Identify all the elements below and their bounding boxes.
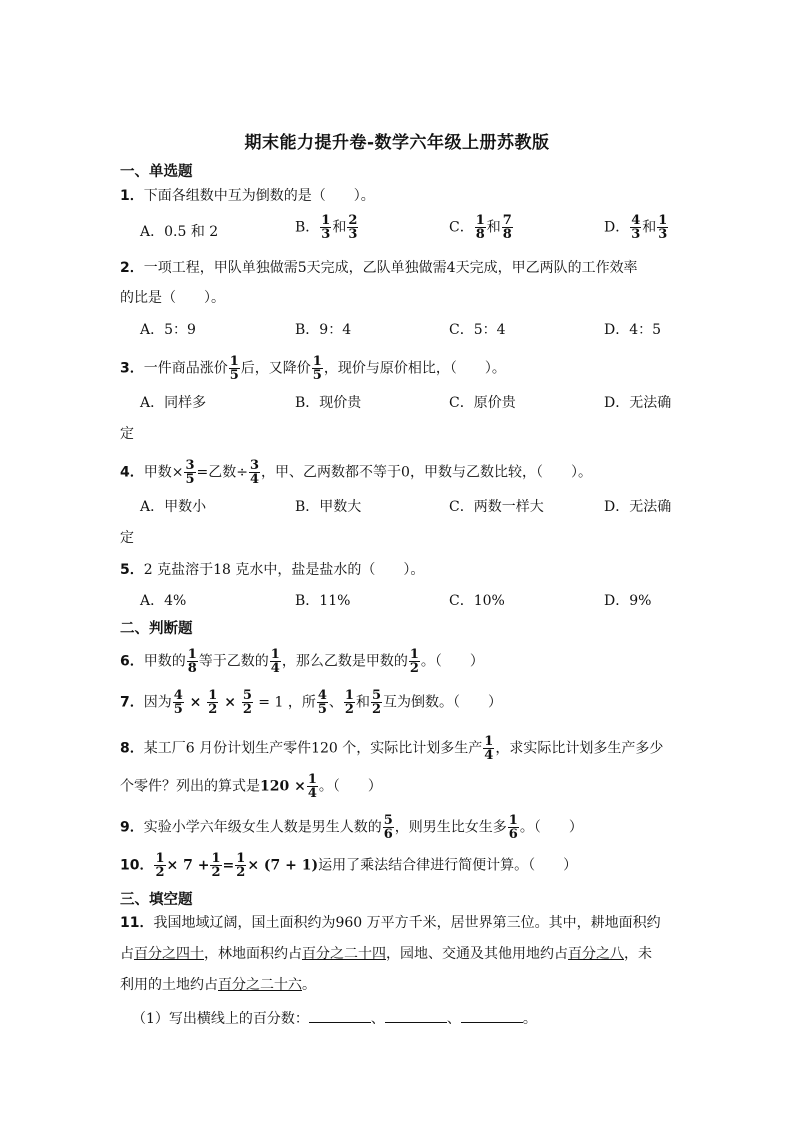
question-8 xyxy=(120,735,680,762)
answer-blank[interactable] xyxy=(309,1008,371,1023)
question-text: ，求实际比计划多生产多少 xyxy=(495,740,664,757)
section-heading-single-choice: 一、单选题 xyxy=(120,164,193,180)
fraction: $\frac{4}{5}$ xyxy=(317,688,327,717)
question-number: 4． xyxy=(120,464,144,481)
question-9 xyxy=(120,814,680,841)
fraction: $\frac{4}{5}$ xyxy=(173,688,183,717)
q1-option-a: A．0.5 和 2 xyxy=(140,224,219,240)
question-10 xyxy=(120,852,680,879)
question-text: 实验小学六年级女生人数是男生人数的 xyxy=(143,819,382,836)
fraction: $\frac{5}{2}$ xyxy=(371,688,381,717)
fraction: $\frac{1}{8}$ xyxy=(187,647,197,676)
section-heading-fill-in: 三、填空题 xyxy=(120,892,193,908)
question-number: 6． xyxy=(120,653,144,670)
underlined-term: 百分之四十 xyxy=(134,946,204,962)
q5-option-b: B．11% xyxy=(295,593,351,609)
fraction: $\frac{1}{4}$ xyxy=(484,734,494,763)
page-title: 期末能力提升卷-数学六年级上册苏教版 xyxy=(244,133,550,153)
fraction: $\frac{1}{2}$ xyxy=(409,647,419,676)
fraction: $\frac{3}{4}$ xyxy=(250,458,260,487)
question-text: 。（ ） xyxy=(420,653,484,670)
question-text: 利用的土地约占 xyxy=(120,977,218,993)
fraction: $\frac{1}{5}$ xyxy=(312,354,322,383)
q3-option-a: A．同样多 xyxy=(140,395,207,411)
expression: 120 × xyxy=(260,778,306,795)
q5-option-c: C．10% xyxy=(449,593,505,609)
question-text: 。（ ） xyxy=(519,819,583,836)
separator: 、 xyxy=(446,1011,461,1027)
answer-blank[interactable] xyxy=(385,1008,447,1023)
q2-option-d: D．4：5 xyxy=(604,322,662,338)
q4-option-d: D．无法确 xyxy=(604,499,672,515)
option-label: C． xyxy=(449,219,474,236)
separator: 、 xyxy=(370,1011,385,1027)
question-text: 运用了乘法结合律进行简便计算。（ ） xyxy=(318,857,578,874)
question-number: 9． xyxy=(120,819,144,836)
fraction: $\frac{2}{3}$ xyxy=(348,213,358,242)
q3-option-b: B．现价贵 xyxy=(295,395,362,411)
underlined-term: 百分之八 xyxy=(568,946,624,962)
question-text: ，现价与原价相比，（ ）。 xyxy=(323,360,506,377)
fraction: $\frac{1}{3}$ xyxy=(658,213,668,242)
question-2 xyxy=(120,258,680,278)
question-1 xyxy=(120,186,680,206)
q3-option-c: C．原价贵 xyxy=(449,395,516,411)
q2-option-b: B．9：4 xyxy=(295,322,352,338)
q1-option-b xyxy=(295,214,359,241)
question-2-cont: 的比是（ ）。 xyxy=(120,290,225,306)
question-text: = 1 ，所 xyxy=(253,694,316,711)
fraction: $\frac{4}{3}$ xyxy=(631,213,641,242)
option-label: D． xyxy=(604,219,630,236)
section-heading-true-false: 二、判断题 xyxy=(120,621,193,637)
sub-question-text: （1）写出横线上的百分数： xyxy=(132,1011,309,1027)
question-text: 和 xyxy=(355,694,370,711)
question-text: 一件商品涨价 xyxy=(143,360,228,377)
fraction: $\frac{1}{3}$ xyxy=(321,213,331,242)
question-number: 2． xyxy=(120,260,144,276)
fraction: $\frac{1}{4}$ xyxy=(307,772,317,801)
question-text: ，园地、交通及其他用地约占 xyxy=(386,946,568,962)
fraction: $\frac{1}{2}$ xyxy=(208,688,218,717)
fraction: $\frac{3}{5}$ xyxy=(185,458,195,487)
question-text: 一项工程，甲队单独做需5天完成，乙队单独做需4天完成，甲乙两队的工作效率 xyxy=(143,260,638,276)
question-11 xyxy=(120,913,680,933)
times-sign: × xyxy=(219,694,241,711)
question-4 xyxy=(120,459,680,486)
question-text: 下面各组数中互为倒数的是（ ）。 xyxy=(143,188,375,204)
q4-option-d-cont: 定 xyxy=(120,530,134,546)
question-text: ，未 xyxy=(624,946,652,962)
fraction: $\frac{1}{5}$ xyxy=(229,354,239,383)
q2-option-c: C．5：4 xyxy=(449,322,506,338)
question-11-line2 xyxy=(120,944,680,964)
question-text: 2 克盐溶于18 克水中，盐是盐水的（ ）。 xyxy=(143,562,425,578)
q4-option-a: A．甲数小 xyxy=(140,499,207,515)
and-text: 和 xyxy=(642,219,657,236)
question-11-sub1 xyxy=(132,1008,692,1029)
q1-option-c xyxy=(449,214,514,241)
question-text: =乙数÷ xyxy=(196,464,248,481)
question-text: 。（ ） xyxy=(318,778,382,795)
question-text: 。 xyxy=(302,977,316,993)
fraction: $\frac{1}{2}$ xyxy=(211,851,221,880)
question-11-line3 xyxy=(120,975,680,995)
fraction: $\frac{7}{8}$ xyxy=(502,213,512,242)
fraction: $\frac{1}{4}$ xyxy=(270,647,280,676)
fraction: $\frac{1}{2}$ xyxy=(236,851,246,880)
q1-option-d xyxy=(604,214,669,241)
question-text: 互为倒数。（ ） xyxy=(383,694,502,711)
question-number: 10． xyxy=(120,857,154,874)
q2-option-a: A．5：9 xyxy=(140,322,196,338)
question-text: 我国地域辽阔，国土面积约为960 万平方千米，居世界第三位。其中，耕地面积约 xyxy=(153,915,661,931)
fraction: $\frac{1}{6}$ xyxy=(508,813,518,842)
q3-option-d: D．无法确 xyxy=(604,395,672,411)
q5-option-d: D．9% xyxy=(604,593,652,609)
q3-option-d-cont: 定 xyxy=(120,426,134,442)
question-number: 7． xyxy=(120,694,144,711)
and-text: 和 xyxy=(486,219,501,236)
fraction: $\frac{5}{2}$ xyxy=(242,688,252,717)
question-text: 占 xyxy=(120,946,134,962)
expression: × (7 + 1) xyxy=(247,857,319,874)
question-text: ，甲、乙两数都不等于0，甲数与乙数比较，（ ）。 xyxy=(261,464,592,481)
question-text: 因为 xyxy=(143,694,172,711)
question-number: 8． xyxy=(120,740,144,757)
question-text: ，林地面积约占 xyxy=(204,946,302,962)
question-6 xyxy=(120,648,680,675)
answer-blank[interactable] xyxy=(461,1008,523,1023)
q5-option-a: A．4% xyxy=(140,593,187,609)
question-text: 个零件？列出的算式是 xyxy=(120,778,260,795)
underlined-term: 百分之二十四 xyxy=(302,946,386,962)
and-text: 和 xyxy=(332,219,347,236)
question-text: 、 xyxy=(328,694,343,711)
question-text: 等于乙数的 xyxy=(198,653,269,670)
question-text: ，那么乙数是甲数的 xyxy=(281,653,408,670)
fraction: $\frac{1}{8}$ xyxy=(475,213,485,242)
question-8-cont xyxy=(120,773,680,800)
question-number: 5． xyxy=(120,562,144,578)
question-text: ，则男生比女生多 xyxy=(394,819,507,836)
question-text: 后，又降价 xyxy=(240,360,311,377)
question-number: 3． xyxy=(120,360,144,377)
underlined-term: 百分之二十六 xyxy=(218,977,302,993)
q4-option-b: B．甲数大 xyxy=(295,499,362,515)
option-label: B． xyxy=(295,219,320,236)
question-7 xyxy=(120,689,680,716)
question-5 xyxy=(120,560,680,580)
fraction: $\frac{5}{6}$ xyxy=(383,813,393,842)
question-number: 11． xyxy=(120,915,154,931)
question-number: 1． xyxy=(120,188,144,204)
fraction: $\frac{1}{2}$ xyxy=(344,688,354,717)
q4-option-c: C．两数一样大 xyxy=(449,499,544,515)
question-text: 某工厂6 月份计划生产零件120 个，实际比计划多生产 xyxy=(143,740,483,757)
question-3 xyxy=(120,355,680,382)
equals-sign: = xyxy=(222,857,235,874)
expression: × 7 + xyxy=(166,857,210,874)
times-sign: × xyxy=(184,694,207,711)
separator: 。 xyxy=(522,1011,537,1027)
question-text: 甲数× xyxy=(143,464,184,481)
question-text: 甲数的 xyxy=(143,653,186,670)
fraction: $\frac{1}{2}$ xyxy=(155,851,165,880)
